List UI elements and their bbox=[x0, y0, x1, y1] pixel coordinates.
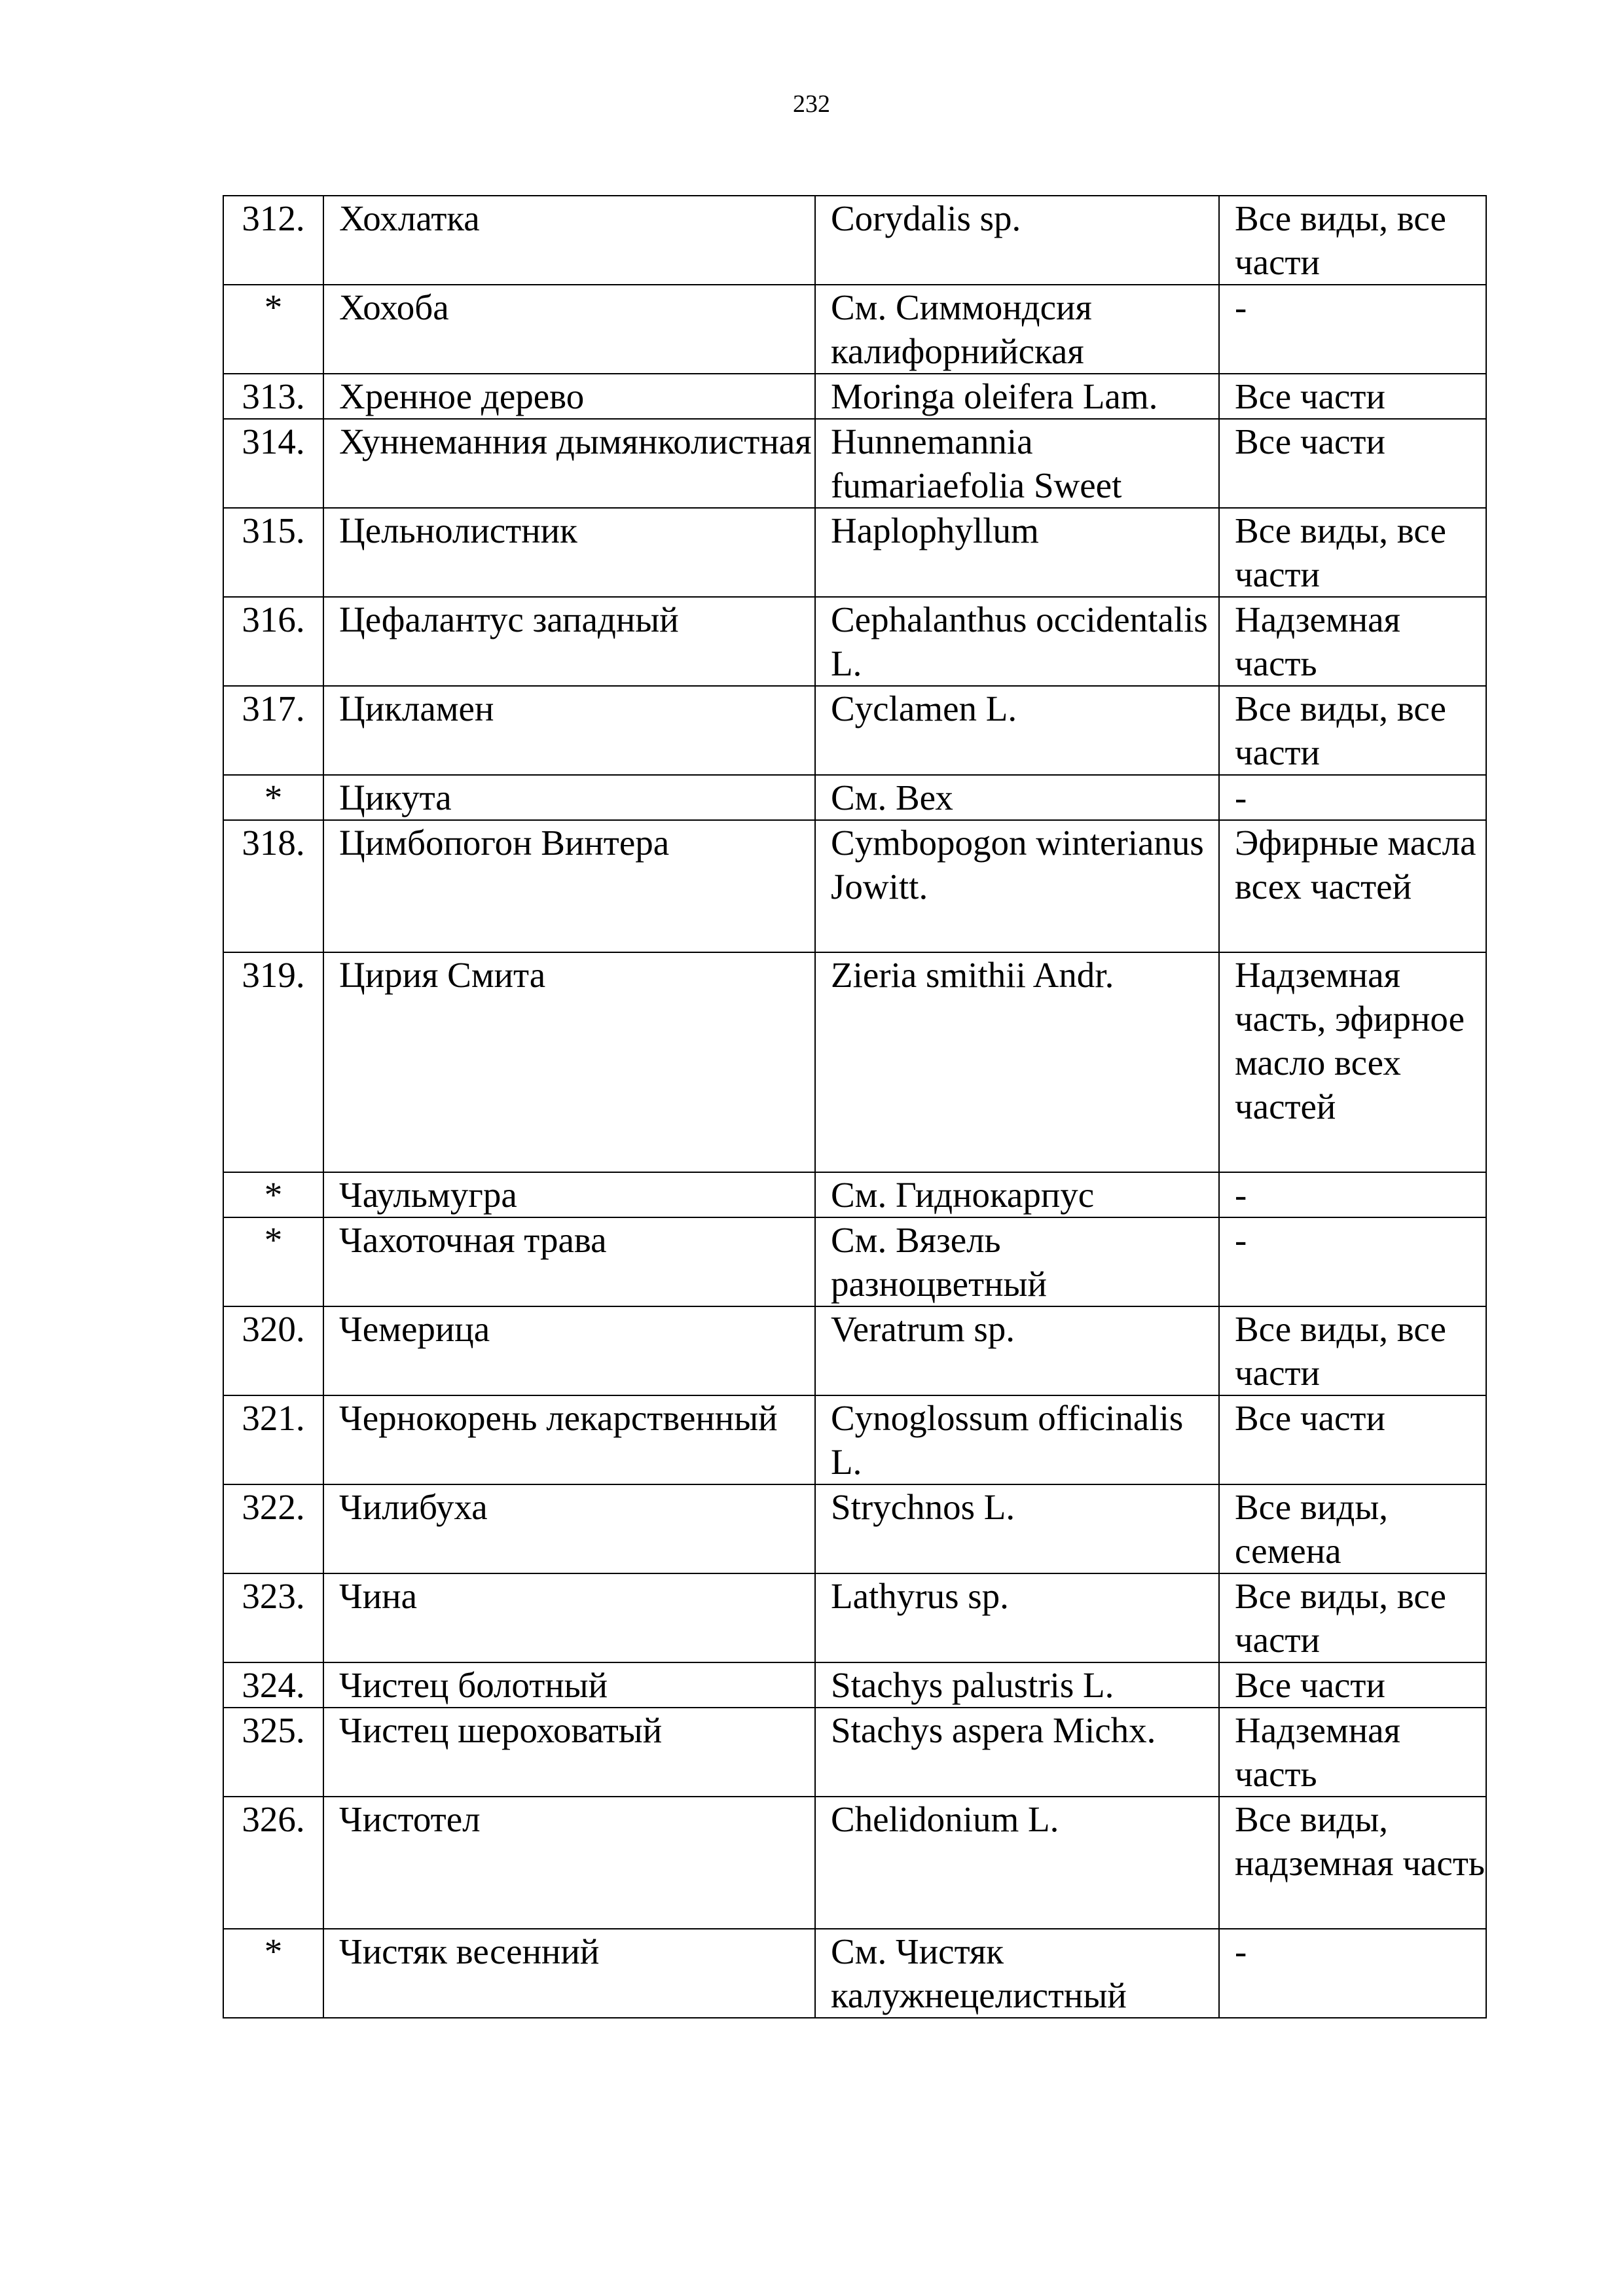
row-number: 326. bbox=[223, 1797, 323, 1929]
latin-name: Moringa oleifera Lam. bbox=[815, 374, 1219, 419]
russian-name: Хренное дерево bbox=[323, 374, 815, 419]
row-number: * bbox=[223, 285, 323, 374]
latin-name: Stachys aspera Michx. bbox=[815, 1708, 1219, 1797]
toxic-part: Все виды, все части bbox=[1219, 1306, 1486, 1395]
toxic-part: - bbox=[1219, 775, 1486, 820]
row-number: * bbox=[223, 1217, 323, 1306]
toxic-part: Все части bbox=[1219, 1662, 1486, 1708]
table-row bbox=[223, 952, 1486, 1172]
latin-name: См. Вех bbox=[815, 775, 1219, 820]
latin-name: Cephalanthus occidentalis L. bbox=[815, 597, 1219, 686]
russian-name: Чахоточная трава bbox=[323, 1217, 815, 1306]
table-row bbox=[223, 1662, 1486, 1708]
row-number: 322. bbox=[223, 1484, 323, 1573]
toxic-part: - bbox=[1219, 1217, 1486, 1306]
row-number: 319. bbox=[223, 952, 323, 1172]
russian-name: Чистец болотный bbox=[323, 1662, 815, 1708]
toxic-part: Все виды, семена bbox=[1219, 1484, 1486, 1573]
russian-name: Цельнолистник bbox=[323, 508, 815, 597]
latin-name: Hunnemannia fumariaefolia Sweet bbox=[815, 419, 1219, 508]
table-row bbox=[223, 686, 1486, 775]
russian-name: Хохлатка bbox=[323, 196, 815, 285]
toxic-part: Все виды, все части bbox=[1219, 1573, 1486, 1662]
russian-name: Чемерица bbox=[323, 1306, 815, 1395]
table-row bbox=[223, 419, 1486, 508]
row-number: 317. bbox=[223, 686, 323, 775]
russian-name: Хуннеманния дымянколистная bbox=[323, 419, 815, 508]
table-row bbox=[223, 1172, 1486, 1217]
latin-name: Cymbopogon winterianus Jowitt. bbox=[815, 820, 1219, 952]
toxic-part: Все части bbox=[1219, 1395, 1486, 1484]
row-number: * bbox=[223, 775, 323, 820]
table-row bbox=[223, 1484, 1486, 1573]
toxic-part: - bbox=[1219, 1172, 1486, 1217]
row-number: 312. bbox=[223, 196, 323, 285]
russian-name: Хохоба bbox=[323, 285, 815, 374]
row-number: 314. bbox=[223, 419, 323, 508]
latin-name: Haplophyllum bbox=[815, 508, 1219, 597]
table-row bbox=[223, 1573, 1486, 1662]
toxic-part: Все части bbox=[1219, 374, 1486, 419]
russian-name: Цирия Смита bbox=[323, 952, 815, 1172]
latin-name: Zieria smithii Andr. bbox=[815, 952, 1219, 1172]
russian-name: Чернокорень лекарственный bbox=[323, 1395, 815, 1484]
latin-name: См. Гиднокарпус bbox=[815, 1172, 1219, 1217]
table-row bbox=[223, 196, 1486, 285]
latin-name: Lathyrus sp. bbox=[815, 1573, 1219, 1662]
row-number: 318. bbox=[223, 820, 323, 952]
russian-name: Цимбопогон Винтера bbox=[323, 820, 815, 952]
russian-name: Чистец шероховатый bbox=[323, 1708, 815, 1797]
latin-name: Veratrum sp. bbox=[815, 1306, 1219, 1395]
russian-name: Цикламен bbox=[323, 686, 815, 775]
toxic-part: Эфирные масла всех частей bbox=[1219, 820, 1486, 952]
toxic-part: Надземная часть bbox=[1219, 597, 1486, 686]
latin-name: Cynoglossum officinalis L. bbox=[815, 1395, 1219, 1484]
table-row bbox=[223, 374, 1486, 419]
row-number: 321. bbox=[223, 1395, 323, 1484]
poisonous-plants-table bbox=[223, 195, 1487, 2018]
latin-name: Chelidonium L. bbox=[815, 1797, 1219, 1929]
row-number: * bbox=[223, 1929, 323, 2018]
toxic-part: Все виды, все части bbox=[1219, 508, 1486, 597]
russian-name: Чистотел bbox=[323, 1797, 815, 1929]
latin-name: Strychnos L. bbox=[815, 1484, 1219, 1573]
latin-name: Cyclamen L. bbox=[815, 686, 1219, 775]
latin-name: См. Чистяк калужнецелистный bbox=[815, 1929, 1219, 2018]
toxic-part: Надземная часть bbox=[1219, 1708, 1486, 1797]
latin-name: См. Симмондсия калифорнийская bbox=[815, 285, 1219, 374]
page-number: 232 bbox=[793, 90, 830, 118]
table-row bbox=[223, 597, 1486, 686]
toxic-part: Все виды, все части bbox=[1219, 196, 1486, 285]
row-number: 323. bbox=[223, 1573, 323, 1662]
russian-name: Цикута bbox=[323, 775, 815, 820]
latin-name: Stachys palustris L. bbox=[815, 1662, 1219, 1708]
row-number: 316. bbox=[223, 597, 323, 686]
toxic-part: Все части bbox=[1219, 419, 1486, 508]
row-number: * bbox=[223, 1172, 323, 1217]
table-row bbox=[223, 508, 1486, 597]
row-number: 320. bbox=[223, 1306, 323, 1395]
row-number: 315. bbox=[223, 508, 323, 597]
row-number: 313. bbox=[223, 374, 323, 419]
toxic-part: Все виды, надземная часть bbox=[1219, 1797, 1486, 1929]
table-row bbox=[223, 1306, 1486, 1395]
table-row bbox=[223, 1708, 1486, 1797]
russian-name: Чистяк весенний bbox=[323, 1929, 815, 2018]
table-row bbox=[223, 1217, 1486, 1306]
toxic-part: Надземная часть, эфирное масло всех частей bbox=[1219, 952, 1486, 1172]
russian-name: Чина bbox=[323, 1573, 815, 1662]
latin-name: Corydalis sp. bbox=[815, 196, 1219, 285]
table-row bbox=[223, 1929, 1486, 2018]
table-row bbox=[223, 285, 1486, 374]
latin-name: См. Вязель разноцветный bbox=[815, 1217, 1219, 1306]
row-number: 324. bbox=[223, 1662, 323, 1708]
toxic-part: - bbox=[1219, 285, 1486, 374]
table-row bbox=[223, 820, 1486, 952]
row-number: 325. bbox=[223, 1708, 323, 1797]
russian-name: Чилибуха bbox=[323, 1484, 815, 1573]
russian-name: Чаульмугра bbox=[323, 1172, 815, 1217]
toxic-part: - bbox=[1219, 1929, 1486, 2018]
russian-name: Цефалантус западный bbox=[323, 597, 815, 686]
table-row bbox=[223, 775, 1486, 820]
table-row bbox=[223, 1797, 1486, 1929]
table-row bbox=[223, 1395, 1486, 1484]
toxic-part: Все виды, все части bbox=[1219, 686, 1486, 775]
